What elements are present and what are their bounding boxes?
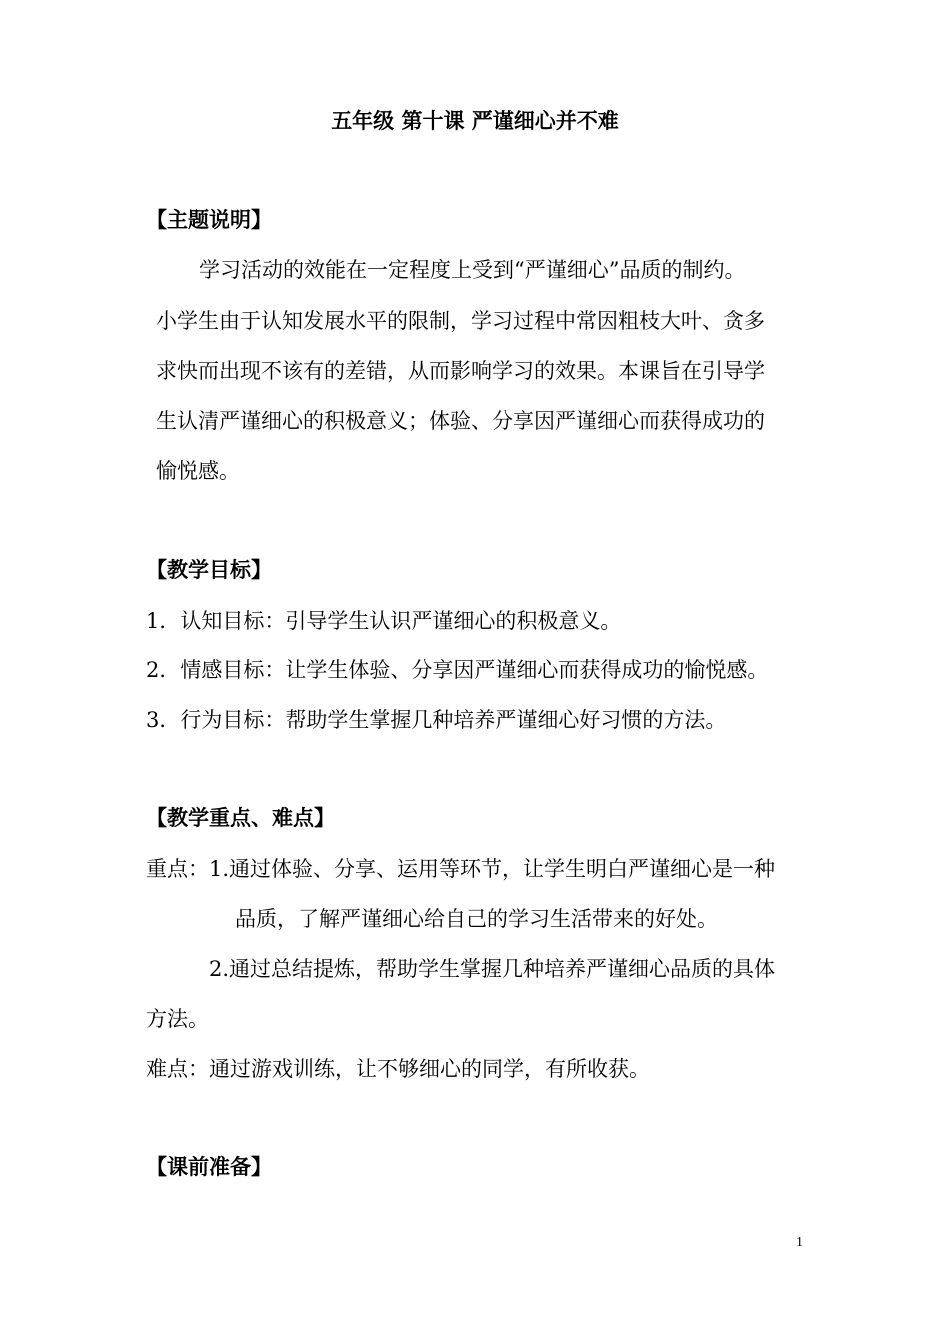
objective-item-2: 2．情感目标：让学生体验、分享因严谨细心而获得成功的愉悦感。 [146,658,769,682]
theme-line-1: 学习活动的效能在一定程度上受到“严谨细心”品质的制约。 [199,258,746,282]
objective-item-3: 3．行为目标：帮助学生掌握几种培养严谨细心好习惯的方法。 [146,708,727,732]
theme-line-4: 生认清严谨细心的积极意义；体验、分享因严谨细心而获得成功的 [156,409,765,433]
key-point-line-5: 难点：通过游戏训练，让不够细心的同学，有所收获。 [146,1057,650,1081]
theme-line-3: 求快而出现不该有的差错，从而影响学习的效果。本课旨在引导学 [156,359,765,383]
document-title: 五年级 第十课 严谨细心并不难 [331,109,619,133]
section-heading-key-points: 【教学重点、难点】 [146,806,335,830]
theme-line-5: 愉悦感。 [156,459,240,483]
theme-line-2: 小学生由于认知发展水平的限制，学习过程中常因粗枝大叶、贪多 [156,309,765,333]
key-point-line-4: 方法。 [146,1007,209,1031]
section-heading-theme: 【主题说明】 [146,208,272,232]
objective-item-1: 1．认知目标：引导学生认识严谨细心的积极意义。 [146,609,622,633]
section-heading-objectives: 【教学目标】 [146,558,272,582]
key-point-line-1: 重点：1.通过体验、分享、运用等环节，让学生明白严谨细心是一种 [146,857,776,881]
key-point-line-3: 2.通过总结提炼，帮助学生掌握几种培养严谨细心品质的具体 [209,957,776,981]
key-point-line-2: 品质，了解严谨细心给自己的学习生活带来的好处。 [235,907,718,931]
page-number: 1 [796,1235,803,1250]
section-heading-preparation: 【课前准备】 [146,1155,272,1179]
